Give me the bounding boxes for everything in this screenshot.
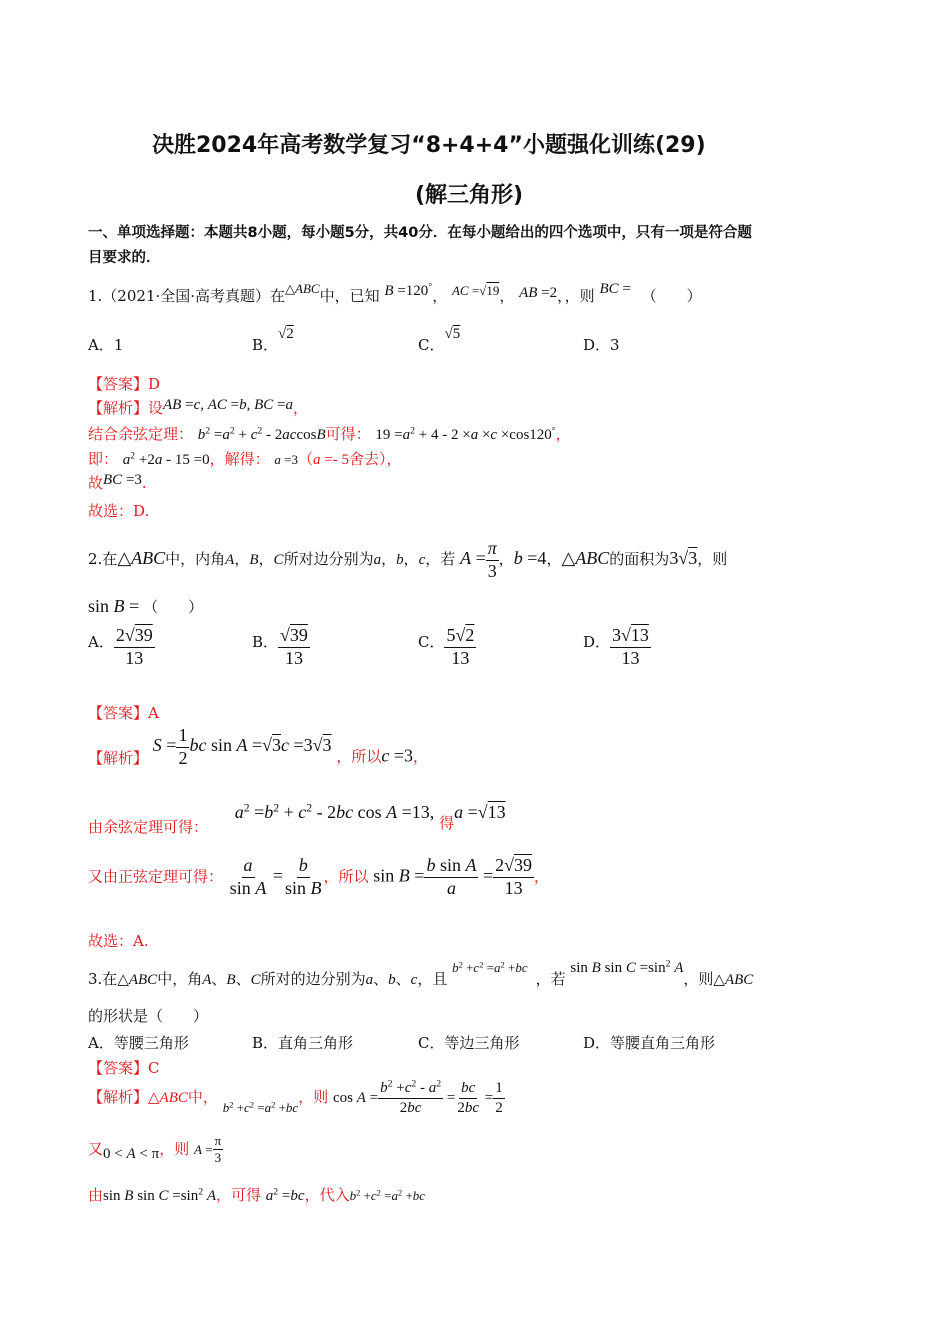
q2-answer: 【答案】A [88,704,159,722]
section-header-line1: 一、单项选择题：本题共8小题，每小题5分，共40分．在每小题给出的四个选项中，只有一项是符合题 [88,225,752,241]
q2-option-b[interactable]: B． $\frac{√39}{13}$ [252,625,308,668]
q3-explanation-line2: 又0 < A < π，则 A = $\frac{\pi}{3}$ [88,1133,222,1166]
q2-option-a[interactable]: A． $\frac{2√39}{13}$ [88,625,153,668]
q1-explanation-line4: 故BC =3. [88,472,147,492]
q2-explanation-line3: 又由正弦定理可得： $\frac{a}{\text{sin A}}$ = $\frac{b}{\text{sin B}}$ ，所以 sin B = $\frac{\text{b sin A}}{a}$ = $\frac{2√39}{13}$ ， [88,855,550,898]
question-1-stem: 1.（2021·全国·高考真题）在△ABC中，已知 B =120°， AC =√19， AB =2，，则 BC = （ ） [88,281,702,305]
q1-option-c[interactable]: C．√5 [418,326,461,354]
question-2-stem: 2.在△ABC中，内角A，B，C所对边分别为a，b，c，若 A = $\frac{\pi}{3}$ ，b =4，△ABC的面积为3√3，则 [88,537,728,581]
q2-explanation-line4: 故选：A. [88,932,149,950]
section-header-line2: 目要求的． [88,250,161,266]
q3-answer: 【答案】C [88,1059,160,1077]
q3-explanation-line1: 【解析】△ABC中， $b^2 +c^2 =a^2 +bc$，则 cos A = $\frac{b^2 +c^2 - a^2}{2bc}$ = $\frac{bc}{2bc}$ = $\frac{1}{2}$ [88,1078,503,1116]
q3-explanation-line3: 由sin B $\sin C =\sin^2$ A，可得 $a^2 =bc$，代入$b^2 +c^2 =a^2 +bc$ [88,1186,426,1204]
q1-explanation-line3: 即： $a^2 +2a - 15 =0$，解得： a =3（a =- 5舍去）， [88,450,402,468]
q2-explanation-line1: 【解析】 S = $\frac{1}{2}$ bc sin A =√3c =3√3 ，所以c =3， [88,725,428,768]
q1-explanation-line1: 【解析】设AB =c, AC =b, BC =a， [88,397,309,417]
q2-option-d[interactable]: D． $\frac{3√13}{13}$ [583,625,649,668]
q3-option-a[interactable]: A．等腰三角形 [88,1034,189,1052]
q1-option-b[interactable]: B．√2 [252,326,294,354]
question-3-stem-line2: 的形状是（ ） [88,1007,209,1025]
question-2-stem-line2: sin B = （ ） [88,596,204,616]
q2-option-c[interactable]: C． $\frac{5√2}{13}$ [418,625,475,668]
question-3-stem: 3.在△ABC中，角A、B、C所对的边分别为a、b、c，且 $b^2 +c^2 =a^2 +bc$，若 sin B $\sin C =\sin^2$ A，则△ABC [88,958,754,988]
doc-title-line1: 决胜2024年高考数学复习“8+4+4”小题强化训练(29) [152,133,706,158]
q1-option-a[interactable]: A．1 [88,336,124,354]
q1-explanation-line5: 故选：D. [88,502,150,520]
doc-title-line2: (解三角形) [415,183,524,208]
q1-explanation-line2: 结合余弦定理： $b^2 =a^2 + c^2 - 2accosB$可得： $19 =a^2 + 4 - 2 \times a \times c \times\cos 120^\circ$， [88,425,571,443]
q2-explanation-line2: 由余弦定理可得： $a^2 =b^2 + c^2 - 2bc$ cos A =13, 得a =√13 [88,801,506,836]
q1-option-d[interactable]: D．3 [583,336,620,354]
q3-option-b[interactable]: B．直角三角形 [252,1034,354,1052]
q3-option-c[interactable]: C．等边三角形 [418,1034,520,1052]
q1-answer: 【答案】D [88,375,161,393]
q3-option-d[interactable]: D．等腰直角三角形 [583,1034,716,1052]
